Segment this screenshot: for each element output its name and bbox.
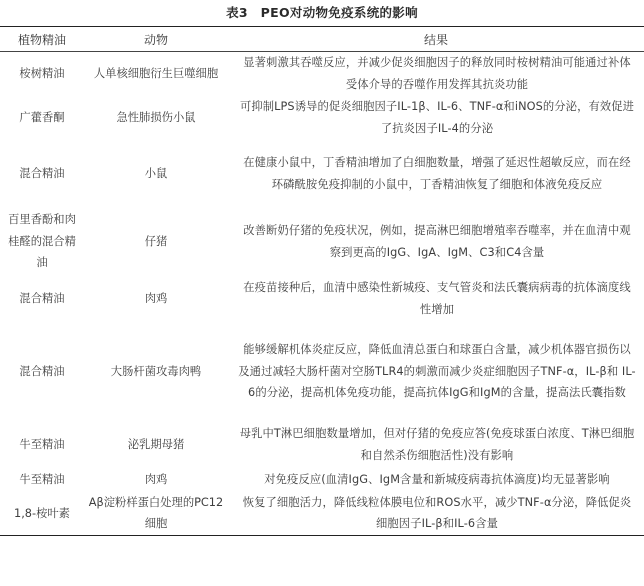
- cell-animal: 急性肺损伤小鼠: [116, 110, 196, 124]
- table-row: [0, 140, 644, 208]
- cell-animal: 肉鸡: [144, 291, 168, 305]
- cell-animal: 仔猪: [144, 234, 168, 248]
- cell-oil: 混合精油: [19, 166, 65, 180]
- cell-result: 在疫苗接种后，血清中感染性新城疫、支气管炎和法氏囊病病毒的抗体滴度线性增加: [243, 281, 631, 316]
- cell-result: 恢复了细胞活力，降低线粒体膜电位和ROS水平，减少TNF-α分泌，降低促炎细胞因子IL-β和IL-6含量: [228, 492, 644, 536]
- header-row: [0, 27, 644, 52]
- table-caption: 表3 PEO对动物免疫系统的影响: [226, 5, 418, 20]
- header-animal: 动物: [84, 27, 228, 52]
- table-header: [0, 27, 644, 52]
- cell-oil: 混合精油: [19, 364, 65, 378]
- cell-result: 改善断奶仔猪的免疫状况，例如，提高淋巴细胞增殖率吞噬率，并在血清中观察到更高的IgG、IgA、IgM、C3和C4含量: [243, 224, 631, 259]
- cell-oil: 1,8-桉叶素: [0, 492, 84, 536]
- cell-animal: 肉鸡: [144, 472, 168, 486]
- cell-animal: Aβ淀粉样蛋白处理的PC12细胞: [84, 492, 228, 536]
- table-row: [0, 276, 644, 322]
- table-row: [0, 468, 644, 492]
- cell-oil: 桉树精油: [19, 67, 65, 80]
- cell-oil: 混合精油: [19, 291, 65, 305]
- table-row: [0, 322, 644, 422]
- cell-result: 在健康小鼠中，丁香精油增加了白细胞数量，增强了延迟性超敏反应，而在经环磷酰胺免疫抑制的小鼠中，丁香精油恢复了细胞和体液免疫反应: [243, 156, 631, 191]
- cell-oil: 牛至精油: [19, 472, 65, 486]
- header-oil: 植物精油: [0, 27, 84, 52]
- cell-oil: 广藿香酮: [19, 110, 65, 124]
- cell-result: 可抑制LPS诱导的促炎细胞因子IL-1β、IL-6、TNF-α和iNOS的分泌，有效促进了抗炎因子IL-4的分泌: [239, 100, 635, 135]
- cell-animal: 泌乳期母猪: [127, 437, 185, 451]
- table-row: [0, 96, 644, 140]
- cell-animal: 大肠杆菌攻毒肉鸭: [110, 364, 202, 378]
- cell-animal: 人单核细胞衍生巨噬细胞: [93, 67, 219, 80]
- cell-result: 能够缓解机体炎症反应，降低血清总蛋白和球蛋白含量，减少机体器官损伤以及通过减轻大肠杆菌对空肠TLR4的刺激而减少炎症细胞因子TNF-α，IL-β和 IL-6的分泌，提高机体免疫功能，提高抗体IgG和IgM的含量，提高法氏囊指数: [238, 343, 636, 400]
- cell-oil: 百里香酚和肉桂醛的混合精油: [8, 213, 76, 270]
- header-result: 结果: [228, 27, 644, 52]
- table-row: [0, 422, 644, 468]
- table-row: [0, 492, 644, 536]
- cell-oil: 牛至精油: [19, 437, 65, 451]
- cell-result: 母乳中T淋巴细胞数量增加，但对仔猪的免疫应答(免疫球蛋白浓度、T淋巴细胞和自然杀伤细胞活性)没有影响: [239, 427, 635, 462]
- effects-table: [0, 26, 644, 536]
- cell-result: 对免疫反应(血清IgG、IgM含量和新城疫病毒抗体滴度)均无显著影响: [264, 472, 610, 486]
- cell-result: 显著刺激其吞噬反应，并减少促炎细胞因子的释放同时桉树精油可能通过补体受体介导的吞噬作用发挥其抗炎功能: [243, 56, 631, 91]
- table-row: [0, 208, 644, 276]
- cell-animal: 小鼠: [144, 166, 168, 180]
- table-row: [0, 52, 644, 96]
- table-body: [0, 52, 644, 536]
